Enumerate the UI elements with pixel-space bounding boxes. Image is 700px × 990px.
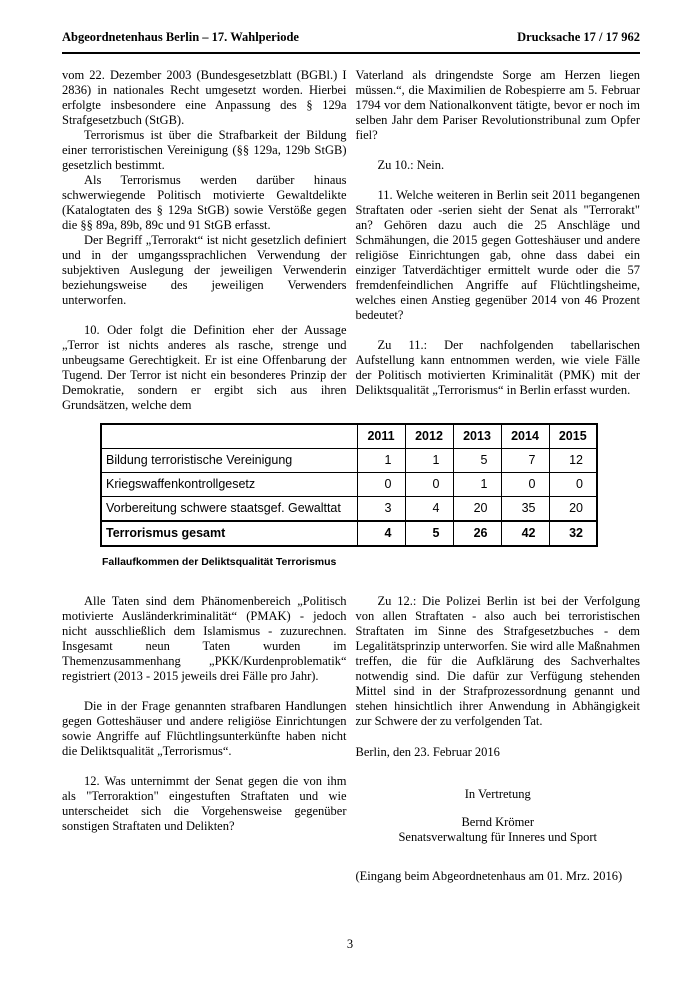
top-right-column	[356, 68, 641, 413]
top-left-column	[62, 68, 347, 413]
statistics-table-block	[100, 423, 640, 569]
table-cell-value: 1	[357, 449, 405, 473]
header-drucksache-number: Drucksache 17 / 17 962	[517, 30, 640, 44]
table-header-year: 2013	[453, 424, 501, 449]
body-paragraph: Die in der Frage genannten strafbaren Handlungen gegen Gotteshäuser und andere religiöse Einrichtungen sowie Angriffe auf Flüchtlingsunterkünfte haben nicht die Deliktsqualität „Terrorismus“.	[62, 699, 347, 758]
table-cell-value: 0	[549, 473, 597, 497]
table-total-row	[101, 521, 597, 546]
table-cell-value: 3	[357, 497, 405, 522]
question-11-paragraph: 11. Welche weiteren in Berlin seit 2011 begangenen Straftaten oder -serien sieht der Senat als "Terrorakt" an? Gehören dazu auch die 25 Anschläge und Schmähungen, die 2015 gegen Gotteshäuser und andere religiöse Einrichtungen gab, ohne dass dabei ein einziger Tatverdächtiger ermittelt wurde oder die 57 fremdenfeindlichen Angriffe auf Flüchtlingsheime, welches einen Anstieg gegenüber 2014 von 46 Prozent bedeutet?	[355, 188, 640, 322]
document-header	[62, 30, 640, 54]
table-caption: Fallaufkommen der Deliktsqualität Terrorismus	[102, 556, 337, 568]
in-vertretung-line: In Vertretung	[464, 787, 531, 801]
table-cell-value: 4	[405, 497, 453, 522]
table-header-row	[101, 424, 597, 449]
page-number: 3	[346, 937, 354, 951]
table-row-label: Bildung terroristische Vereinigung	[101, 449, 357, 473]
body-paragraph: Vaterland als dringendste Sorge am Herzen liegen müssen.“, die Maximilien de Robespierre am 5. Februar 1794 vor dem Nationalkonvent tätigte, bevor er noch im selben Jahr dem Pariser Revolutionstribunal zum Opfer fiel?	[355, 68, 640, 142]
bottom-left-column	[62, 594, 347, 884]
table-row-label: Kriegswaffenkontrollgesetz	[101, 473, 357, 497]
answer-11-paragraph: Zu 11.: Der nachfolgenden tabellarischen Aufstellung kann entnommen werden, wie viele Fälle der Politisch motivierten Kriminalität (PMK) mit der Deliktsqualität „Terrorismus“ in Berlin erfasst wurden.	[355, 338, 640, 397]
bottom-columns	[62, 594, 640, 884]
top-columns	[62, 68, 640, 413]
body-paragraph: Terrorismus ist über die Strafbarkeit der Bildung einer terroristischen Vereinigung (§§ 129a, 129b StGB) gesetzlich bestimmt.	[62, 128, 347, 172]
table-header-year: 2012	[405, 424, 453, 449]
table-cell-value: 32	[549, 521, 597, 546]
table-cell-value: 20	[549, 497, 597, 522]
table-header-empty-cell	[101, 424, 357, 449]
question-10-paragraph: 10. Oder folgt die Definition eher der Aussage „Terror ist nichts anderes als rasche, strenge und unbeugsame Gerechtigkeit. Er ist eine Offenbarung der Tugend. Der Terror ist nicht ein besonderes Prinzip der Demokratie, sondern er ergibt sich aus ihren Grundsätzen, welche dem	[62, 323, 347, 412]
table-cell-value: 0	[405, 473, 453, 497]
question-12-paragraph: 12. Was unternimmt der Senat gegen die von ihm als "Terroraktion" eingestuften Straftaten und wie unterscheidet sich die Vorgehensweise gegenüber sonstigen Straftaten und Delikten?	[62, 774, 347, 833]
table-cell-value: 12	[549, 449, 597, 473]
body-paragraph: Als Terrorismus werden darüber hinaus schwerwiegende Politisch motivierte Gewaltdelikte (Katalogtaten des § 129a StGB) sowie Verstöße gegen die §§ 89a, 89b, 89c und 91 StGB erfasst.	[62, 173, 347, 232]
table-cell-value: 5	[405, 521, 453, 546]
table-cell-value: 1	[453, 473, 501, 497]
table-row	[101, 473, 597, 497]
table-header-year: 2014	[501, 424, 549, 449]
table-row-label: Vorbereitung schwere staatsgef. Gewalttat	[101, 497, 357, 522]
signer-title: Senatsverwaltung für Inneres und Sport	[398, 830, 598, 844]
answer-12-paragraph: Zu 12.: Die Polizei Berlin ist bei der Verfolgung von allen Straftaten - also auch bei terroristischen Straftaten im Sinne des Strafgesetzbuches - dem Legalitätsprinzip unterworfen. Sie wird alle Maßnahmen treffen, die für die Aufklärung des Sachverhaltes notwendig sind. Die dafür zur Verfügung stehenden Mittel sind in der Strafprozessordnung genannt und stehen hinsichtlich ihrer Anwendung in Abhängigkeit zur Schwere der zu verfolgenden Tat.	[355, 594, 640, 728]
table-total-label: Terrorismus gesamt	[101, 521, 357, 546]
table-cell-value: 1	[405, 449, 453, 473]
bottom-right-column	[356, 594, 641, 884]
signer-name: Bernd Krömer	[461, 815, 535, 829]
receipt-note: (Eingang beim Abgeordnetenhaus am 01. Mrz. 2016)	[355, 869, 623, 883]
table-cell-value: 0	[357, 473, 405, 497]
table-header-year: 2011	[357, 424, 405, 449]
answer-10-paragraph: Zu 10.: Nein.	[377, 158, 445, 172]
table-cell-value: 20	[453, 497, 501, 522]
date-line: Berlin, den 23. Februar 2016	[355, 745, 500, 759]
table-cell-value: 42	[501, 521, 549, 546]
body-paragraph: Der Begriff „Terrorakt“ ist nicht gesetzlich definiert und in der umgangssprachlichen Verwendung der subjektiven Auslegung der jeweiligen Verwenderin beziehungsweise des jeweiligen Verwenders unterworfen.	[62, 233, 347, 307]
table-cell-value: 5	[453, 449, 501, 473]
table-cell-value: 35	[501, 497, 549, 522]
body-paragraph: vom 22. Dezember 2003 (Bundesgesetzblatt (BGBl.) I 2836) in nationales Recht umgesetzt worden. Hierbei erfolgte insbesondere eine Anpassung des § 129a Strafgesetzbuch (StGB).	[62, 68, 347, 127]
table-header-year: 2015	[549, 424, 597, 449]
header-parliament-title: Abgeordnetenhaus Berlin – 17. Wahlperiode	[62, 30, 299, 44]
table-row	[101, 449, 597, 473]
table-cell-value: 7	[501, 449, 549, 473]
table-cell-value: 4	[357, 521, 405, 546]
body-paragraph: Alle Taten sind dem Phänomenbereich „Politisch motivierte Ausländerkriminalität“ (PMAK) - jedoch nicht ausschließlich dem Islamismus - zuzurechnen. Insgesamt neun Taten wurden im Themenzusammenhang „PKK/Kurdenproblematik“ registriert (2013 - 2015 jeweils drei Fälle pro Jahr).	[62, 594, 347, 683]
statistics-table	[100, 423, 598, 547]
table-cell-value: 0	[501, 473, 549, 497]
table-cell-value: 26	[453, 521, 501, 546]
table-row	[101, 497, 597, 522]
